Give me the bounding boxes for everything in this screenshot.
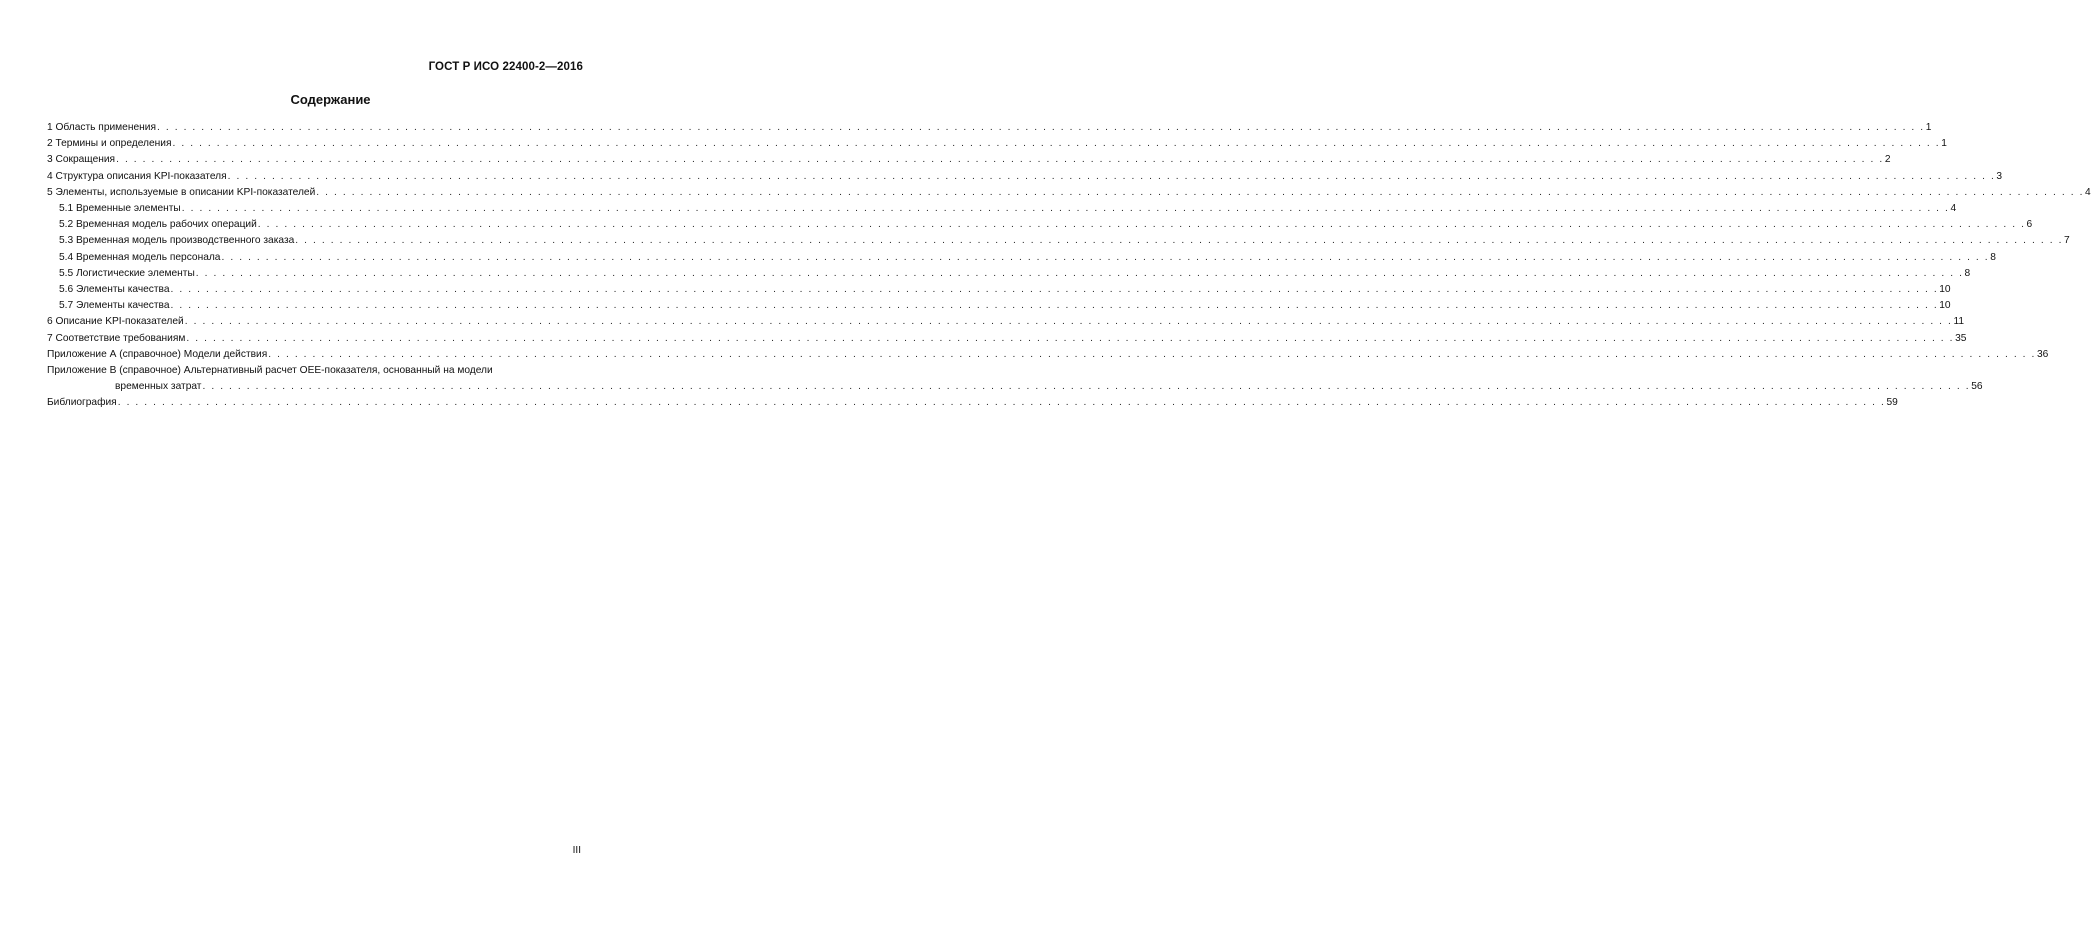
toc-entry-label: Приложение А (справочное) Модели действия xyxy=(47,348,268,360)
toc-entry[interactable] xyxy=(47,266,1971,282)
toc-leader-dots: . . . . . . . . . . . . . . . . . . . . . . . . . . . . . . . . . . . . . . . . . . . . . . . . . . . . . . . . . . . . . . . . . . . . . . . . . . . . . . . . . . . . . . . . . . . . . . . . . . . . . . . . . . . . . . . . . . . . . . . . . . . . . . . . . . . . . . . . . . . . . . . . . . . . . . . . . . . . . . . . . . . . . . . . . . . . . . . . . . . . . . . . . . . . . . . . . . . . . . . . xyxy=(316,186,2085,198)
standard-designation: ГОСТ Р ИСО 22400-2—2016 xyxy=(428,61,583,73)
toc-page-number: 8 xyxy=(1964,267,1971,279)
toc-entry-label: 5.1 Временные элементы xyxy=(59,203,181,215)
toc-entry[interactable] xyxy=(47,250,1996,266)
toc-leader-dots: . . . . . . . . . . . . . . . . . . . . . . . . . . . . . . . . . . . . . . . . . . . . . . . . . . . . . . . . . . . . . . . . . . . . . . . . . . . . . . . . . . . . . . . . . . . . . . . . . . . . . . . . . . . . . . . . . . . . . . . . . . . . . . . . . . . . . . . . . . . . . . . . . . . . . . . . . . . . . . . . . . . . . . . . . . . . . . . . . . . . . . . . . . . . . . . . . . . . . . . . xyxy=(257,219,2026,231)
toc-leader-dots: . . . . . . . . . . . . . . . . . . . . . . . . . . . . . . . . . . . . . . . . . . . . . . . . . . . . . . . . . . . . . . . . . . . . . . . . . . . . . . . . . . . . . . . . . . . . . . . . . . . . . . . . . . . . . . . . . . . . . . . . . . . . . . . . . . . . . . . . . . . . . . . . . . . . . . . . . . . . . . . . . . . . . . . . . . . . . . . . . . . . . . . . . . . . . . . . . . . . . . . . xyxy=(295,235,2064,247)
toc-page-number: 35 xyxy=(1955,332,1967,344)
toc-entry[interactable] xyxy=(47,314,1965,330)
toc-leader-dots: . . . . . . . . . . . . . . . . . . . . . . . . . . . . . . . . . . . . . . . . . . . . . . . . . . . . . . . . . . . . . . . . . . . . . . . . . . . . . . . . . . . . . . . . . . . . . . . . . . . . . . . . . . . . . . . . . . . . . . . . . . . . . . . . . . . . . . . . . . . . . . . . . . . . . . . . . . . . . . . . . . . . . . . . . . . . . . . . . . . . . . . . . . . . . . . . . . . . . . . . xyxy=(172,138,1941,150)
toc-entry-label-continued: временных затрат xyxy=(115,381,202,393)
toc-entry-label: 5 Элементы, используемые в описании KPI-показателей xyxy=(47,186,316,198)
page-number: III xyxy=(572,845,581,856)
toc-entry[interactable] xyxy=(47,233,2070,249)
toc-page-number: 59 xyxy=(1886,397,1898,409)
toc-leader-dots: . . . . . . . . . . . . . . . . . . . . . . . . . . . . . . . . . . . . . . . . . . . . . . . . . . . . . . . . . . . . . . . . . . . . . . . . . . . . . . . . . . . . . . . . . . . . . . . . . . . . . . . . . . . . . . . . . . . . . . . . . . . . . . . . . . . . . . . . . . . . . . . . . . . . . . . . . . . . . . . . . . . . . . . . . . . . . . . . . . . . . . . . . . . . . . . . . . . . . . . . xyxy=(195,267,1964,279)
toc-entry-label: Приложение В (справочное) Альтернативный расчет ОЕЕ-показателя, основанный на модели xyxy=(47,365,493,377)
toc-entry-label: 1 Область применения xyxy=(47,122,156,133)
toc-entry-label: 5.2 Временная модель рабочих операций xyxy=(59,219,257,231)
toc-page-number: 1 xyxy=(1941,138,1947,150)
table-of-contents xyxy=(47,120,2091,412)
toc-page-number: 8 xyxy=(1990,251,1996,263)
toc-entry-label: 5.4 Временная модель персонала xyxy=(59,251,221,263)
toc-leader-dots: . . . . . . . . . . . . . . . . . . . . . . . . . . . . . . . . . . . . . . . . . . . . . . . . . . . . . . . . . . . . . . . . . . . . . . . . . . . . . . . . . . . . . . . . . . . . . . . . . . . . . . . . . . . . . . . . . . . . . . . . . . . . . . . . . . . . . . . . . . . . . . . . . . . . . . . . . . . . . . . . . . . . . . . . . . . . . . . . . . . . . . . . . . . . . . . . . . . . . . . . xyxy=(117,397,1886,409)
toc-page-number: 4 xyxy=(2085,186,2091,198)
toc-entry-label: 2 Термины и определения xyxy=(47,138,172,150)
toc-leader-dots: . . . . . . . . . . . . . . . . . . . . . . . . . . . . . . . . . . . . . . . . . . . . . . . . . . . . . . . . . . . . . . . . . . . . . . . . . . . . . . . . . . . . . . . . . . . . . . . . . . . . . . . . . . . . . . . . . . . . . . . . . . . . . . . . . . . . . . . . . . . . . . . . . . . . . . . . . . . . . . . . . . . . . . . . . . . . . . . . . . . . . . . . . . . . . . . . . . . . . . . . xyxy=(268,348,2036,360)
toc-entry[interactable] xyxy=(47,201,1957,217)
toc-leader-dots: . . . . . . . . . . . . . . . . . . . . . . . . . . . . . . . . . . . . . . . . . . . . . . . . . . . . . . . . . . . . . . . . . . . . . . . . . . . . . . . . . . . . . . . . . . . . . . . . . . . . . . . . . . . . . . . . . . . . . . . . . . . . . . . . . . . . . . . . . . . . . . . . . . . . . . . . . . . . . . . . . . . . . . . . . . . . . . . . . . . . . . . . . . . . . . . . . . . . . . . . xyxy=(202,381,1971,393)
toc-page-number: 56 xyxy=(1971,381,1983,393)
toc-entry[interactable] xyxy=(47,217,2033,233)
toc-entry-label: 5.5 Логистические элементы xyxy=(59,267,195,279)
toc-title: Содержание xyxy=(290,92,371,107)
toc-entry[interactable] xyxy=(47,298,1951,314)
toc-entry-label: 7 Соответствие требованиям xyxy=(47,332,186,344)
toc-entry-label: 4 Структура описания KPI-показателя xyxy=(47,170,227,182)
toc-leader-dots: . . . . . . . . . . . . . . . . . . . . . . . . . . . . . . . . . . . . . . . . . . . . . . . . . . . . . . . . . . . . . . . . . . . . . . . . . . . . . . . . . . . . . . . . . . . . . . . . . . . . . . . . . . . . . . . . . . . . . . . . . . . . . . . . . . . . . . . . . . . . . . . . . . . . . . . . . . . . . . . . . . . . . . . . . . . . . . . . . . . . . . . . . . . . . . . . . . . . . . . . xyxy=(221,251,1990,263)
toc-entry-label: 5.6 Элементы качества xyxy=(59,284,170,296)
toc-page-number: 7 xyxy=(2064,235,2070,247)
toc-entry[interactable] xyxy=(47,282,1951,298)
toc-page-number: 11 xyxy=(1953,316,1965,328)
toc-leader-dots: . . . . . . . . . . . . . . . . . . . . . . . . . . . . . . . . . . . . . . . . . . . . . . . . . . . . . . . . . . . . . . . . . . . . . . . . . . . . . . . . . . . . . . . . . . . . . . . . . . . . . . . . . . . . . . . . . . . . . . . . . . . . . . . . . . . . . . . . . . . . . . . . . . . . . . . . . . . . . . . . . . . . . . . . . . . . . . . . . . . . . . . . . . . . . . . . . . . . . . . . xyxy=(181,203,1950,215)
toc-entry[interactable] xyxy=(47,363,1983,395)
toc-page-number: 4 xyxy=(1950,203,1957,215)
toc-entry[interactable] xyxy=(47,120,1932,136)
toc-leader-dots: . . . . . . . . . . . . . . . . . . . . . . . . . . . . . . . . . . . . . . . . . . . . . . . . . . . . . . . . . . . . . . . . . . . . . . . . . . . . . . . . . . . . . . . . . . . . . . . . . . . . . . . . . . . . . . . . . . . . . . . . . . . . . . . . . . . . . . . . . . . . . . . . . . . . . . . . . . . . . . . . . . . . . . . . . . . . . . . . . . . . . . . . . . . . . . . . . . . . . . . . xyxy=(170,300,1939,312)
toc-entry-label: Библиография xyxy=(47,397,117,409)
toc-entry-label: 5.3 Временная модель производственного заказа xyxy=(59,235,295,247)
toc-entry-label: 6 Описание KPI-показателей xyxy=(47,316,184,328)
toc-leader-dots: . . . . . . . . . . . . . . . . . . . . . . . . . . . . . . . . . . . . . . . . . . . . . . . . . . . . . . . . . . . . . . . . . . . . . . . . . . . . . . . . . . . . . . . . . . . . . . . . . . . . . . . . . . . . . . . . . . . . . . . . . . . . . . . . . . . . . . . . . . . . . . . . . . . . . . . . . . . . . . . . . . . . . . . . . . . . . . . . . . . . . . . . . . . . . . . . . . . . . . . . xyxy=(170,284,1939,296)
toc-entry[interactable] xyxy=(47,185,2091,201)
toc-entry-label: 3 Сокращения xyxy=(47,154,116,166)
toc-leader-dots: . . . . . . . . . . . . . . . . . . . . . . . . . . . . . . . . . . . . . . . . . . . . . . . . . . . . . . . . . . . . . . . . . . . . . . . . . . . . . . . . . . . . . . . . . . . . . . . . . . . . . . . . . . . . . . . . . . . . . . . . . . . . . . . . . . . . . . . . . . . . . . . . . . . . . . . . . . . . . . . . . . . . . . . . . . . . . . . . . . . . . . . . . . . . . . . . . . . . . . . . xyxy=(227,170,1996,182)
toc-page-number: 10 xyxy=(1939,300,1951,312)
toc-page-number: 3 xyxy=(1996,170,2003,182)
toc-entry[interactable] xyxy=(47,152,1891,168)
toc-leader-dots: . . . . . . . . . . . . . . . . . . . . . . . . . . . . . . . . . . . . . . . . . . . . . . . . . . . . . . . . . . . . . . . . . . . . . . . . . . . . . . . . . . . . . . . . . . . . . . . . . . . . . . . . . . . . . . . . . . . . . . . . . . . . . . . . . . . . . . . . . . . . . . . . . . . . . . . . . . . . . . . . . . . . . . . . . . . . . . . . . . . . . . . . . . . . . . . . . . . . . . . . xyxy=(186,332,1955,344)
toc-entry[interactable] xyxy=(47,395,1898,411)
toc-leader-dots: . . . . . . . . . . . . . . . . . . . . . . . . . . . . . . . . . . . . . . . . . . . . . . . . . . . . . . . . . . . . . . . . . . . . . . . . . . . . . . . . . . . . . . . . . . . . . . . . . . . . . . . . . . . . . . . . . . . . . . . . . . . . . . . . . . . . . . . . . . . . . . . . . . . . . . . . . . . . . . . . . . . . . . . . . . . . . . . . . . . . . . . . . . . . . . . . . . . . . . . . xyxy=(184,316,1953,328)
toc-entry[interactable] xyxy=(47,347,2049,363)
toc-page-number: 6 xyxy=(2026,219,2033,231)
toc-page-number: 36 xyxy=(2036,348,2049,360)
toc-page-number: 1 xyxy=(1925,122,1932,133)
toc-leader-dots: . . . . . . . . . . . . . . . . . . . . . . . . . . . . . . . . . . . . . . . . . . . . . . . . . . . . . . . . . . . . . . . . . . . . . . . . . . . . . . . . . . . . . . . . . . . . . . . . . . . . . . . . . . . . . . . . . . . . . . . . . . . . . . . . . . . . . . . . . . . . . . . . . . . . . . . . . . . . . . . . . . . . . . . . . . . . . . . . . . . . . . . . . . . . . . . . . . . . . . . . xyxy=(116,154,1884,166)
toc-page-number: 2 xyxy=(1884,154,1891,166)
toc-entry[interactable] xyxy=(47,136,1947,152)
toc-entry[interactable] xyxy=(47,169,2003,185)
toc-page-number: 10 xyxy=(1939,284,1951,296)
toc-leader-dots: . . . . . . . . . . . . . . . . . . . . . . . . . . . . . . . . . . . . . . . . . . . . . . . . . . . . . . . . . . . . . . . . . . . . . . . . . . . . . . . . . . . . . . . . . . . . . . . . . . . . . . . . . . . . . . . . . . . . . . . . . . . . . . . . . . . . . . . . . . . . . . . . . . . . . . . . . . . . . . . . . . . . . . . . . . . . . . . . . . . . . . . . . . . . . . . . . . . . . . . . xyxy=(156,122,1925,133)
toc-entry[interactable] xyxy=(47,331,1967,347)
toc-entry-label: 5.7 Элементы качества xyxy=(59,300,170,312)
